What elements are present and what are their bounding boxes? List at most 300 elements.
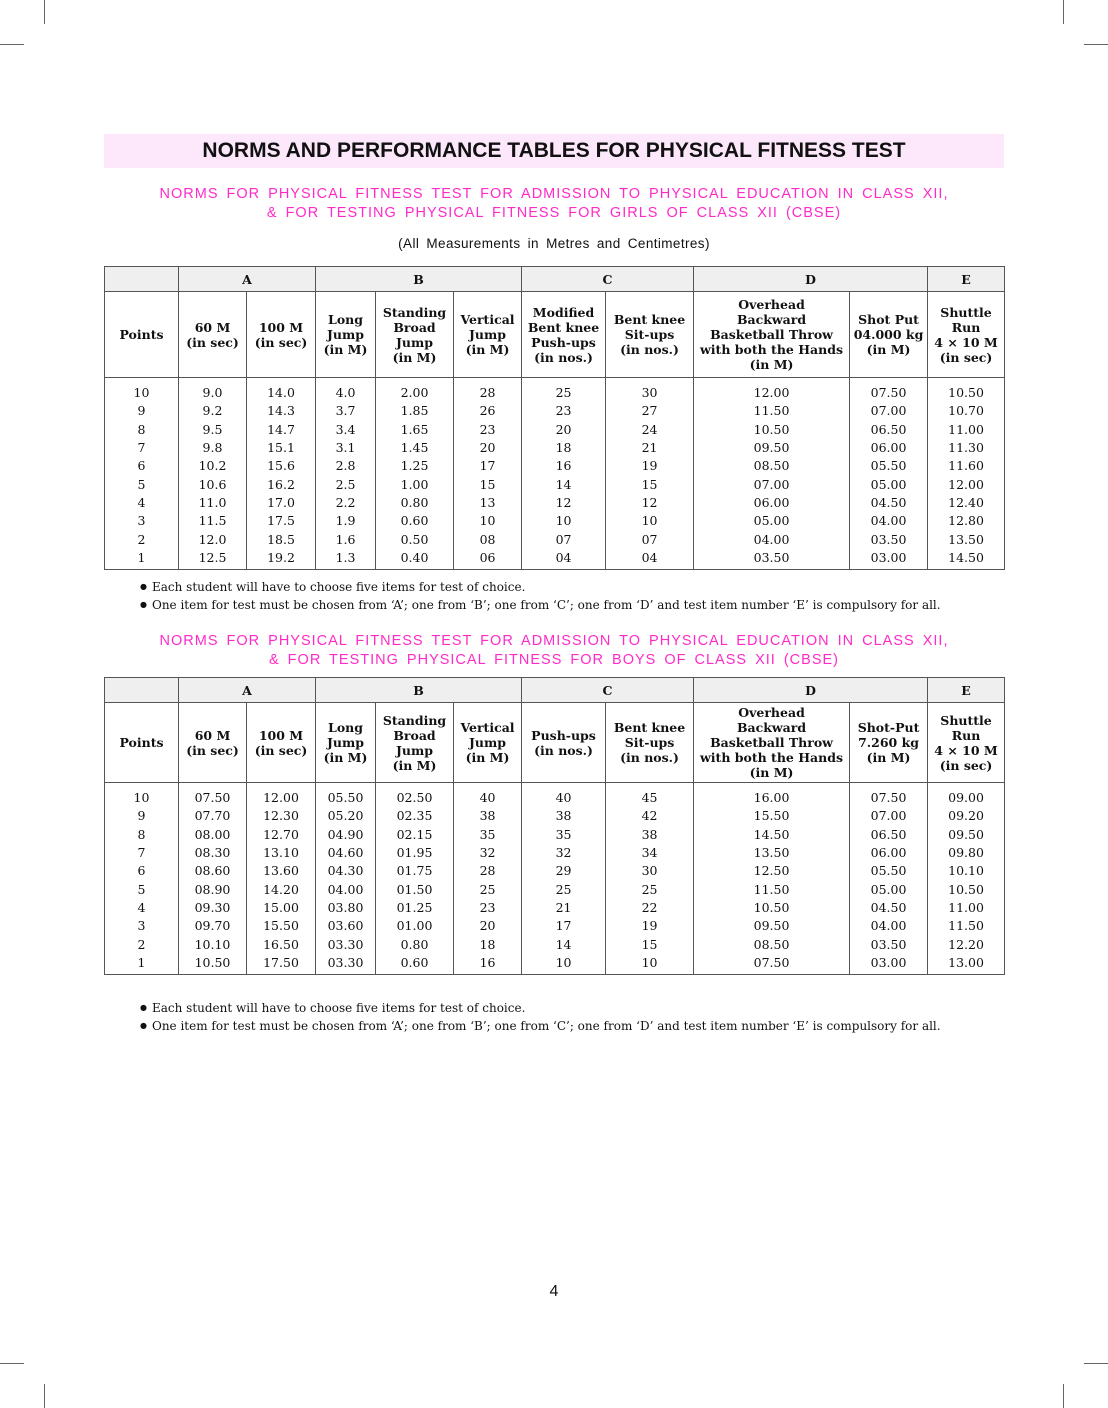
group-header-c: C xyxy=(522,267,694,292)
table-cell: 12 xyxy=(606,494,694,512)
table-cell: 16 xyxy=(522,457,606,475)
points-cell: 9 xyxy=(105,402,179,420)
group-header-a: A xyxy=(179,267,316,292)
column-header-row xyxy=(105,292,1005,378)
table-cell: 01.25 xyxy=(376,899,454,917)
table-cell: 20 xyxy=(454,917,522,935)
table-cell: 42 xyxy=(606,807,694,825)
table-cell: 03.60 xyxy=(316,917,376,935)
table-cell: 09.80 xyxy=(928,844,1005,862)
group-header-c: C xyxy=(522,678,694,703)
table-cell: 2.2 xyxy=(316,494,376,512)
table-cell: 11.00 xyxy=(928,421,1005,439)
points-cell: 10 xyxy=(105,783,179,808)
table-cell: 45 xyxy=(606,783,694,808)
table-cell: 04.50 xyxy=(850,494,928,512)
column-header: Vertical Jump (in M) xyxy=(454,703,522,783)
points-cell: 5 xyxy=(105,475,179,493)
column-header: Modified Bent knee Push-ups (in nos.) xyxy=(522,292,606,378)
table-cell: 35 xyxy=(454,826,522,844)
table-cell: 1.3 xyxy=(316,549,376,570)
table-cell: 14 xyxy=(522,475,606,493)
boys-notes xyxy=(140,999,1000,1035)
table-cell: 08.50 xyxy=(694,935,850,953)
table-cell: 07.00 xyxy=(850,402,928,420)
table-cell: 03.50 xyxy=(850,530,928,548)
table-cell: 14.7 xyxy=(247,421,316,439)
column-header-row xyxy=(105,703,1005,783)
table-cell: 14.50 xyxy=(928,549,1005,570)
table-cell: 07 xyxy=(606,530,694,548)
table-cell: 21 xyxy=(606,439,694,457)
table-cell: 04.00 xyxy=(850,917,928,935)
table-cell: 04.30 xyxy=(316,862,376,880)
group-header-e: E xyxy=(928,678,1005,703)
table-row xyxy=(105,899,1005,917)
table-cell: 17.0 xyxy=(247,494,316,512)
table-cell: 1.6 xyxy=(316,530,376,548)
table-cell: 16.00 xyxy=(694,783,850,808)
table-cell: 12.20 xyxy=(928,935,1005,953)
table-cell: 15.1 xyxy=(247,439,316,457)
boys-section-heading xyxy=(104,632,1004,670)
table-row xyxy=(105,457,1005,475)
table-cell: 01.00 xyxy=(376,917,454,935)
table-cell: 15 xyxy=(454,475,522,493)
table-cell: 07.50 xyxy=(694,954,850,975)
table-cell: 32 xyxy=(522,844,606,862)
table-cell: 2.00 xyxy=(376,378,454,403)
table-cell: 22 xyxy=(606,899,694,917)
table-cell: 16.2 xyxy=(247,475,316,493)
table-cell: 25 xyxy=(454,880,522,898)
points-cell: 5 xyxy=(105,880,179,898)
table-cell: 25 xyxy=(522,378,606,403)
table-cell: 10.70 xyxy=(928,402,1005,420)
table-cell: 08.60 xyxy=(179,862,247,880)
table-cell: 01.50 xyxy=(376,880,454,898)
points-cell: 9 xyxy=(105,807,179,825)
table-cell: 20 xyxy=(454,439,522,457)
table-cell: 04.00 xyxy=(694,530,850,548)
table-cell: 16 xyxy=(454,954,522,975)
table-cell: 10 xyxy=(606,954,694,975)
table-cell: 2.8 xyxy=(316,457,376,475)
table-row xyxy=(105,844,1005,862)
crop-mark xyxy=(1063,1384,1064,1408)
measurement-note: (All Measurements in Metres and Centimetres) xyxy=(398,236,710,251)
table-cell: 03.00 xyxy=(850,954,928,975)
girls-note-2: ● One item for test must be chosen from ‘A’; one from ‘B’; one from ‘C’; one from ‘D’ and test item number ‘E’ is compulsory for all. xyxy=(140,596,1000,614)
table-cell: 01.75 xyxy=(376,862,454,880)
table-cell: 07.70 xyxy=(179,807,247,825)
table-cell: 40 xyxy=(522,783,606,808)
table-cell: 14.50 xyxy=(694,826,850,844)
table-cell: 10.10 xyxy=(179,935,247,953)
table-cell: 14.0 xyxy=(247,378,316,403)
table-cell: 10.50 xyxy=(928,378,1005,403)
table-cell: 15.50 xyxy=(694,807,850,825)
table-cell: 2.5 xyxy=(316,475,376,493)
table-cell: 15 xyxy=(606,475,694,493)
table-row xyxy=(105,862,1005,880)
table-cell: 13.60 xyxy=(247,862,316,880)
column-header: Shot-Put 7.260 kg (in M) xyxy=(850,703,928,783)
table-row xyxy=(105,378,1005,403)
table-cell: 15.6 xyxy=(247,457,316,475)
table-cell: 13 xyxy=(454,494,522,512)
table-cell: 11.50 xyxy=(928,917,1005,935)
table-cell: 11.60 xyxy=(928,457,1005,475)
table-cell: 28 xyxy=(454,378,522,403)
table-cell: 13.50 xyxy=(694,844,850,862)
table-cell: 04 xyxy=(606,549,694,570)
table-cell: 29 xyxy=(522,862,606,880)
table-cell: 08.90 xyxy=(179,880,247,898)
table-cell: 30 xyxy=(606,862,694,880)
column-header: 60 M (in sec) xyxy=(179,292,247,378)
table-cell: 10.50 xyxy=(694,899,850,917)
column-header: Standing Broad Jump (in M) xyxy=(376,703,454,783)
table-cell: 4.0 xyxy=(316,378,376,403)
points-cell: 7 xyxy=(105,439,179,457)
table-cell: 03.50 xyxy=(850,935,928,953)
table-cell: 0.60 xyxy=(376,512,454,530)
table-cell: 08 xyxy=(454,530,522,548)
table-cell: 06 xyxy=(454,549,522,570)
table-cell: 09.00 xyxy=(928,783,1005,808)
table-cell: 17.50 xyxy=(247,954,316,975)
table-cell: 19.2 xyxy=(247,549,316,570)
points-cell: 2 xyxy=(105,935,179,953)
table-cell: 0.80 xyxy=(376,494,454,512)
column-header: 60 M (in sec) xyxy=(179,703,247,783)
column-header: Bent knee Sit-ups (in nos.) xyxy=(606,292,694,378)
table-cell: 10.50 xyxy=(694,421,850,439)
table-row xyxy=(105,512,1005,530)
table-row xyxy=(105,439,1005,457)
column-header: Points xyxy=(105,292,179,378)
table-cell: 05.00 xyxy=(850,475,928,493)
table-cell: 09.20 xyxy=(928,807,1005,825)
points-cell: 3 xyxy=(105,512,179,530)
table-cell: 12.0 xyxy=(179,530,247,548)
table-row xyxy=(105,494,1005,512)
table-cell: 28 xyxy=(454,862,522,880)
table-cell: 17.5 xyxy=(247,512,316,530)
crop-mark xyxy=(44,1384,45,1408)
crop-mark xyxy=(1084,1363,1108,1364)
table-cell: 04.00 xyxy=(850,512,928,530)
table-cell: 12.50 xyxy=(694,862,850,880)
table-cell: 15.00 xyxy=(247,899,316,917)
table-cell: 04.00 xyxy=(316,880,376,898)
table-row xyxy=(105,783,1005,808)
points-cell: 2 xyxy=(105,530,179,548)
table-cell: 13.50 xyxy=(928,530,1005,548)
table-cell: 25 xyxy=(522,880,606,898)
table-cell: 19 xyxy=(606,917,694,935)
group-header-b: B xyxy=(316,267,522,292)
table-cell: 35 xyxy=(522,826,606,844)
table-cell: 07.00 xyxy=(850,807,928,825)
table-row xyxy=(105,917,1005,935)
table-cell: 38 xyxy=(522,807,606,825)
group-header-blank xyxy=(105,678,179,703)
table-cell: 08.00 xyxy=(179,826,247,844)
points-cell: 7 xyxy=(105,844,179,862)
table-row xyxy=(105,935,1005,953)
group-header-row xyxy=(105,267,1005,292)
table-cell: 06.50 xyxy=(850,421,928,439)
table-cell: 10 xyxy=(522,954,606,975)
girls-note-1: ● Each student will have to choose five items for test of choice. xyxy=(140,578,1000,596)
table-cell: 07 xyxy=(522,530,606,548)
points-cell: 8 xyxy=(105,826,179,844)
table-cell: 34 xyxy=(606,844,694,862)
table-cell: 13.00 xyxy=(928,954,1005,975)
table-cell: 17 xyxy=(454,457,522,475)
table-cell: 11.5 xyxy=(179,512,247,530)
table-cell: 03.80 xyxy=(316,899,376,917)
table-row xyxy=(105,475,1005,493)
column-header: 100 M (in sec) xyxy=(247,292,316,378)
table-cell: 18 xyxy=(522,439,606,457)
table-row xyxy=(105,421,1005,439)
boys-heading-line-2: & FOR TESTING PHYSICAL FITNESS FOR BOYS OF CLASS XII (CBSE) xyxy=(268,652,839,668)
table-row xyxy=(105,530,1005,548)
page-title: NORMS AND PERFORMANCE TABLES FOR PHYSICAL FITNESS TEST xyxy=(104,134,1004,168)
table-cell: 02.15 xyxy=(376,826,454,844)
table-cell: 38 xyxy=(454,807,522,825)
group-header-d: D xyxy=(694,267,928,292)
table-cell: 3.7 xyxy=(316,402,376,420)
table-cell: 11.50 xyxy=(694,880,850,898)
table-cell: 3.4 xyxy=(316,421,376,439)
table-row xyxy=(105,954,1005,975)
table-cell: 04.90 xyxy=(316,826,376,844)
table-cell: 14.20 xyxy=(247,880,316,898)
table-cell: 12 xyxy=(522,494,606,512)
table-cell: 3.1 xyxy=(316,439,376,457)
crop-mark xyxy=(44,0,45,24)
group-header-d: D xyxy=(694,678,928,703)
group-header-a: A xyxy=(179,678,316,703)
table-cell: 11.30 xyxy=(928,439,1005,457)
table-row xyxy=(105,402,1005,420)
table-cell: 10.2 xyxy=(179,457,247,475)
column-header: Long Jump (in M) xyxy=(316,292,376,378)
table-cell: 1.25 xyxy=(376,457,454,475)
table-cell: 06.50 xyxy=(850,826,928,844)
points-cell: 1 xyxy=(105,549,179,570)
table-cell: 07.50 xyxy=(179,783,247,808)
table-cell: 03.50 xyxy=(694,549,850,570)
table-cell: 02.35 xyxy=(376,807,454,825)
table-cell: 9.8 xyxy=(179,439,247,457)
table-cell: 03.00 xyxy=(850,549,928,570)
points-cell: 4 xyxy=(105,494,179,512)
table-cell: 15.50 xyxy=(247,917,316,935)
points-cell: 8 xyxy=(105,421,179,439)
column-header: Shuttle Run 4 × 10 M (in sec) xyxy=(928,292,1005,378)
table-cell: 04.60 xyxy=(316,844,376,862)
table-cell: 32 xyxy=(454,844,522,862)
boys-note-2: ● One item for test must be chosen from ‘A’; one from ‘B’; one from ‘C’; one from ‘D’ and test item number ‘E’ is compulsory for all. xyxy=(140,1017,1000,1035)
table-cell: 19 xyxy=(606,457,694,475)
table-cell: 10.50 xyxy=(179,954,247,975)
column-header: Overhead Backward Basketball Throw with both the Hands (in M) xyxy=(694,703,850,783)
table-cell: 1.85 xyxy=(376,402,454,420)
girls-heading-line-1: NORMS FOR PHYSICAL FITNESS TEST FOR ADMISSION TO PHYSICAL EDUCATION IN CLASS XII, xyxy=(159,186,949,202)
table-cell: 03.30 xyxy=(316,954,376,975)
table-cell: 02.50 xyxy=(376,783,454,808)
table-cell: 14.3 xyxy=(247,402,316,420)
table-cell: 12.00 xyxy=(928,475,1005,493)
table-cell: 0.80 xyxy=(376,935,454,953)
table-cell: 10.10 xyxy=(928,862,1005,880)
table-cell: 05.00 xyxy=(850,880,928,898)
table-cell: 18.5 xyxy=(247,530,316,548)
column-header: Points xyxy=(105,703,179,783)
table-cell: 07.00 xyxy=(694,475,850,493)
group-header-b: B xyxy=(316,678,522,703)
column-header: Shuttle Run 4 × 10 M (in sec) xyxy=(928,703,1005,783)
table-cell: 11.00 xyxy=(928,899,1005,917)
table-row xyxy=(105,549,1005,570)
table-cell: 0.40 xyxy=(376,549,454,570)
table-cell: 11.50 xyxy=(694,402,850,420)
table-cell: 09.50 xyxy=(928,826,1005,844)
table-cell: 9.5 xyxy=(179,421,247,439)
table-cell: 09.50 xyxy=(694,439,850,457)
table-cell: 27 xyxy=(606,402,694,420)
table-cell: 10 xyxy=(606,512,694,530)
boys-note-1: ● Each student will have to choose five items for test of choice. xyxy=(140,999,1000,1017)
table-cell: 23 xyxy=(454,899,522,917)
table-cell: 05.50 xyxy=(850,862,928,880)
table-cell: 06.00 xyxy=(694,494,850,512)
group-header-row xyxy=(105,678,1005,703)
table-cell: 24 xyxy=(606,421,694,439)
table-cell: 10.6 xyxy=(179,475,247,493)
table-cell: 06.00 xyxy=(850,439,928,457)
table-cell: 23 xyxy=(522,402,606,420)
table-cell: 16.50 xyxy=(247,935,316,953)
table-cell: 1.65 xyxy=(376,421,454,439)
crop-mark xyxy=(1084,44,1108,45)
points-cell: 6 xyxy=(105,862,179,880)
table-cell: 05.00 xyxy=(694,512,850,530)
table-cell: 03.30 xyxy=(316,935,376,953)
column-header: Shot Put 04.000 kg (in M) xyxy=(850,292,928,378)
girls-heading-line-2: & FOR TESTING PHYSICAL FITNESS FOR GIRLS OF CLASS XII (CBSE) xyxy=(266,205,842,221)
page-number: 4 xyxy=(549,1283,559,1300)
table-cell: 09.50 xyxy=(694,917,850,935)
boys-heading-line-1: NORMS FOR PHYSICAL FITNESS TEST FOR ADMISSION TO PHYSICAL EDUCATION IN CLASS XII, xyxy=(159,633,949,649)
table-cell: 30 xyxy=(606,378,694,403)
column-header: Push-ups (in nos.) xyxy=(522,703,606,783)
girls-section-heading xyxy=(104,185,1004,223)
table-cell: 01.95 xyxy=(376,844,454,862)
column-header: Standing Broad Jump (in M) xyxy=(376,292,454,378)
table-cell: 15 xyxy=(606,935,694,953)
group-header-e: E xyxy=(928,267,1005,292)
table-cell: 40 xyxy=(454,783,522,808)
table-cell: 9.0 xyxy=(179,378,247,403)
table-row xyxy=(105,826,1005,844)
table-cell: 1.00 xyxy=(376,475,454,493)
crop-mark xyxy=(0,1363,24,1364)
points-cell: 3 xyxy=(105,917,179,935)
table-cell: 13.10 xyxy=(247,844,316,862)
table-cell: 08.50 xyxy=(694,457,850,475)
table-cell: 10 xyxy=(454,512,522,530)
table-cell: 25 xyxy=(606,880,694,898)
group-header-blank xyxy=(105,267,179,292)
table-cell: 21 xyxy=(522,899,606,917)
table-cell: 06.00 xyxy=(850,844,928,862)
table-cell: 0.60 xyxy=(376,954,454,975)
table-cell: 05.20 xyxy=(316,807,376,825)
points-cell: 10 xyxy=(105,378,179,403)
table-cell: 04 xyxy=(522,549,606,570)
points-cell: 6 xyxy=(105,457,179,475)
points-cell: 4 xyxy=(105,899,179,917)
points-cell: 1 xyxy=(105,954,179,975)
table-cell: 08.30 xyxy=(179,844,247,862)
table-cell: 12.80 xyxy=(928,512,1005,530)
table-cell: 05.50 xyxy=(316,783,376,808)
table-cell: 10.50 xyxy=(928,880,1005,898)
girls-norms-table xyxy=(104,266,1005,570)
table-cell: 12.00 xyxy=(694,378,850,403)
table-cell: 26 xyxy=(454,402,522,420)
table-cell: 07.50 xyxy=(850,378,928,403)
table-cell: 1.45 xyxy=(376,439,454,457)
column-header: 100 M (in sec) xyxy=(247,703,316,783)
table-cell: 09.30 xyxy=(179,899,247,917)
column-header: Long Jump (in M) xyxy=(316,703,376,783)
table-cell: 18 xyxy=(454,935,522,953)
table-cell: 12.5 xyxy=(179,549,247,570)
crop-mark xyxy=(0,44,24,45)
table-row xyxy=(105,807,1005,825)
table-cell: 05.50 xyxy=(850,457,928,475)
table-cell: 20 xyxy=(522,421,606,439)
table-cell: 09.70 xyxy=(179,917,247,935)
table-cell: 9.2 xyxy=(179,402,247,420)
table-row xyxy=(105,880,1005,898)
column-header: Overhead Backward Basketball Throw with both the Hands (in M) xyxy=(694,292,850,378)
column-header: Bent knee Sit-ups (in nos.) xyxy=(606,703,694,783)
table-cell: 1.9 xyxy=(316,512,376,530)
table-cell: 04.50 xyxy=(850,899,928,917)
table-cell: 12.70 xyxy=(247,826,316,844)
girls-notes xyxy=(140,578,1000,614)
table-cell: 12.40 xyxy=(928,494,1005,512)
boys-norms-table xyxy=(104,677,1005,975)
table-cell: 38 xyxy=(606,826,694,844)
table-cell: 17 xyxy=(522,917,606,935)
table-cell: 23 xyxy=(454,421,522,439)
table-cell: 12.00 xyxy=(247,783,316,808)
table-cell: 07.50 xyxy=(850,783,928,808)
column-header: Vertical Jump (in M) xyxy=(454,292,522,378)
table-cell: 11.0 xyxy=(179,494,247,512)
table-cell: 14 xyxy=(522,935,606,953)
table-cell: 12.30 xyxy=(247,807,316,825)
